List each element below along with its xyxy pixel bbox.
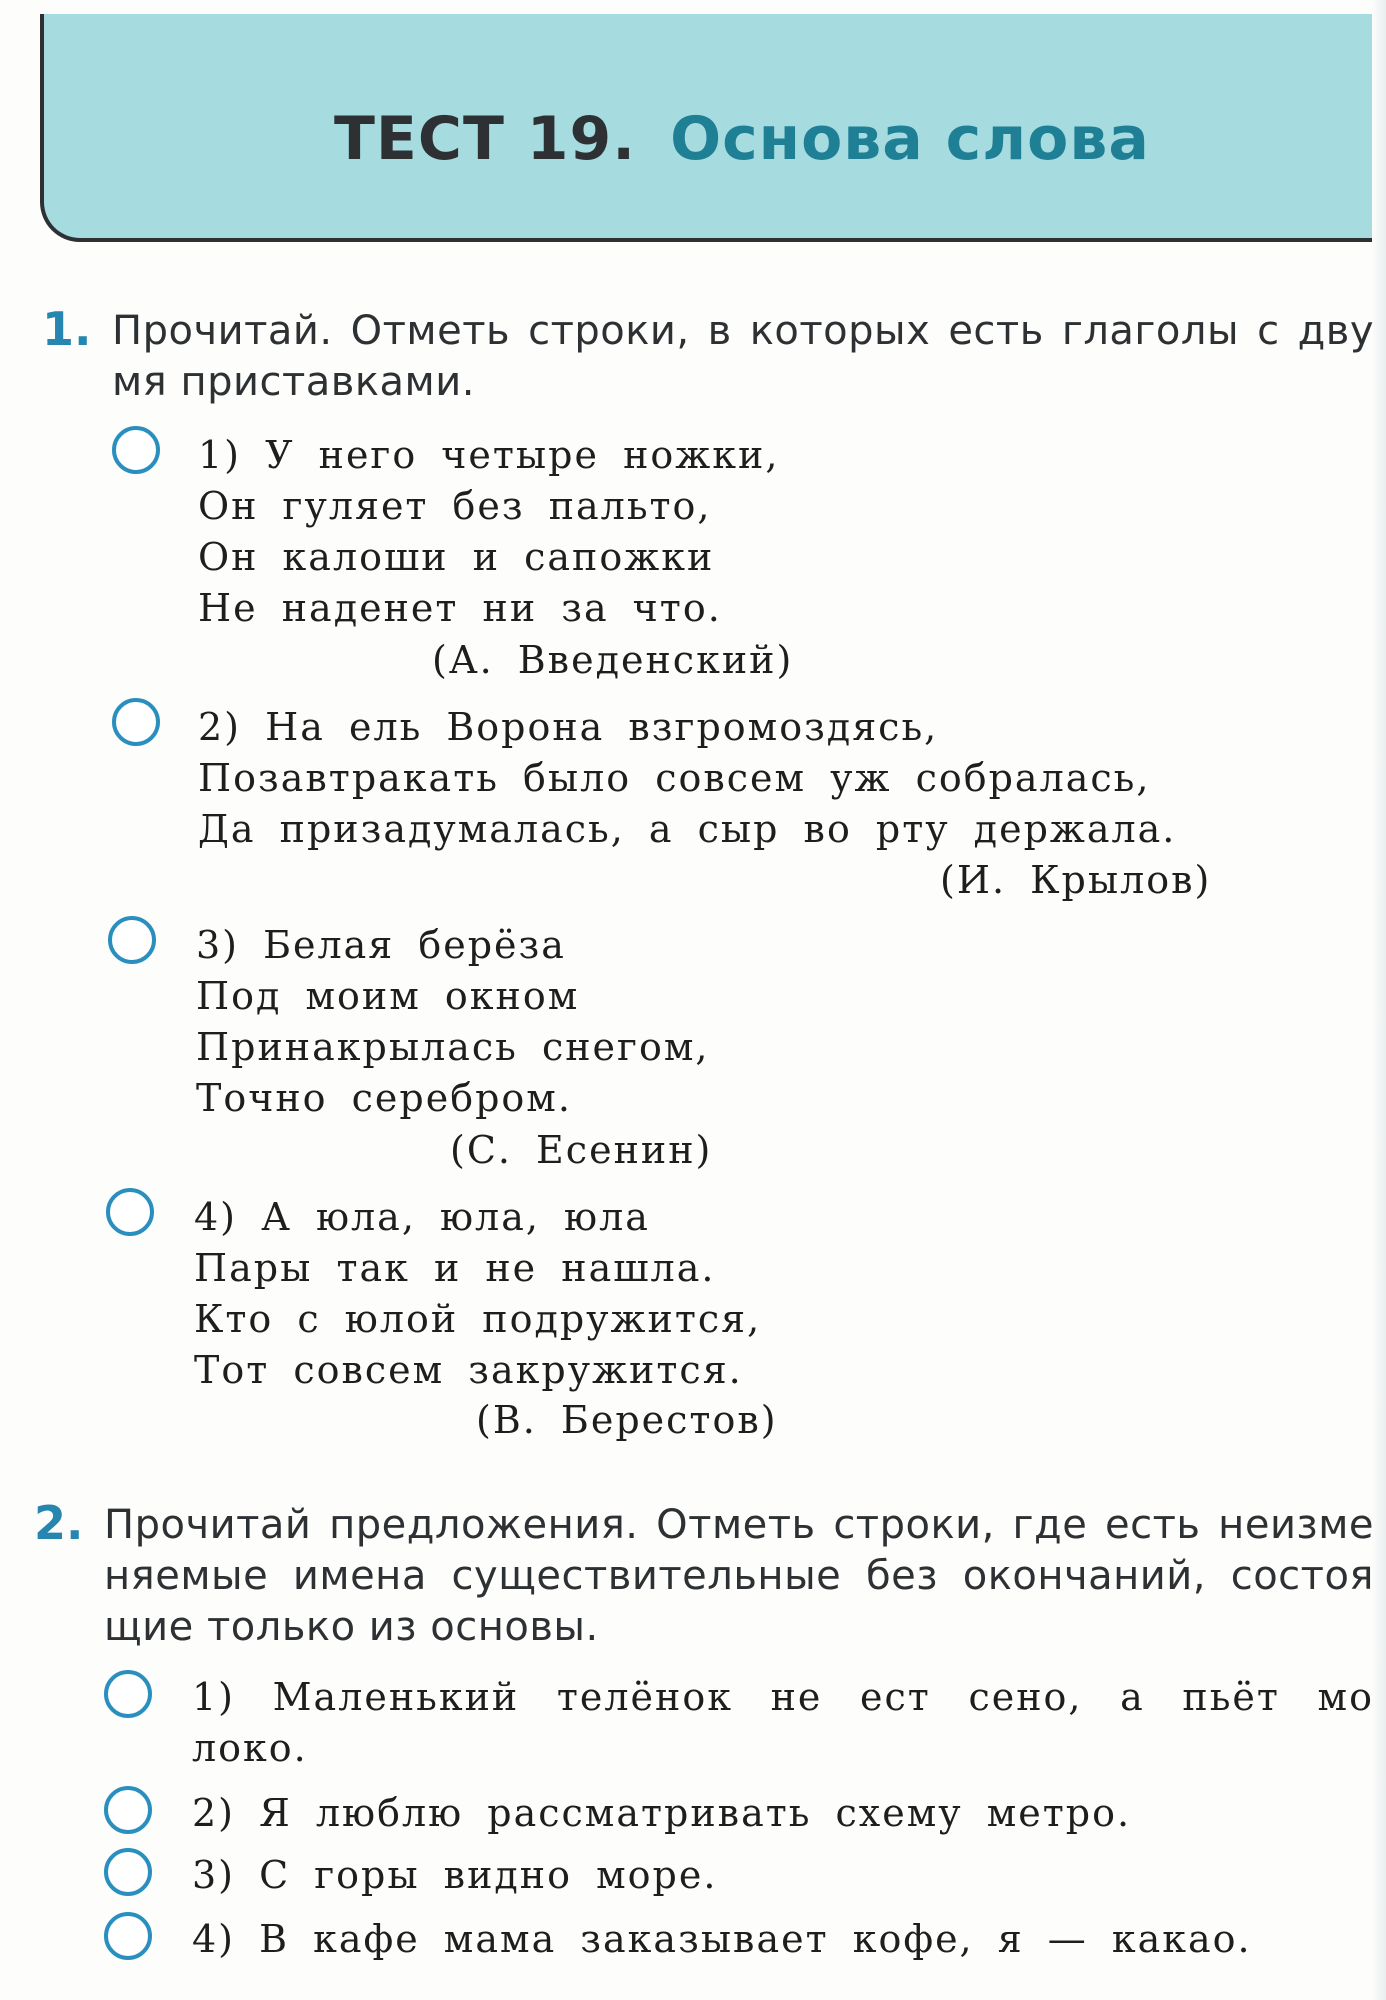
question-text-line: Прочитай. Отметь строки, в которых есть глаголы с дву bbox=[112, 308, 1374, 354]
question-1-number: 1. bbox=[42, 302, 92, 356]
option-line: 3) С горы видно море. bbox=[192, 1853, 718, 1897]
q1-option-4-radio[interactable] bbox=[106, 1188, 154, 1236]
poem-line: Не наденет ни за что. bbox=[198, 586, 722, 630]
poem-line: Да призадумалась, а сыр во рту держала. bbox=[198, 807, 1177, 851]
poem-line: Точно серебром. bbox=[196, 1076, 572, 1120]
poem-line: Кто с юлой подружится, bbox=[194, 1297, 762, 1341]
page-edge bbox=[1372, 0, 1386, 2000]
poem-line: 1) У него четыре ножки, bbox=[198, 433, 780, 477]
q2-option-3-text bbox=[192, 1850, 717, 1901]
poem-line: Принакрылась снегом, bbox=[196, 1025, 710, 1069]
q1-option-2-poem bbox=[198, 702, 1176, 855]
q2-option-4-radio[interactable] bbox=[104, 1912, 152, 1960]
q1-option-2-radio[interactable] bbox=[112, 698, 160, 746]
question-1-text bbox=[112, 306, 1374, 408]
q2-option-2-radio[interactable] bbox=[104, 1786, 152, 1834]
poem-line: 3) Белая берёза bbox=[196, 923, 566, 967]
poem-line: Он гуляет без пальто, bbox=[198, 484, 712, 528]
option-line: 2) Я люблю рассматривать схему метро. bbox=[192, 1791, 1132, 1835]
question-text-line: щие только из основы. bbox=[104, 1604, 599, 1650]
poem-line: Пары так и не нашла. bbox=[194, 1246, 716, 1290]
question-text-line: няемые имена существительные без окончаний, состоя bbox=[104, 1553, 1374, 1599]
option-line: 4) В кафе мама заказывает кофе, я — какао. bbox=[192, 1917, 1252, 1961]
question-2-number: 2. bbox=[34, 1496, 84, 1550]
q1-option-3-poem bbox=[196, 920, 709, 1124]
q1-option-3-radio[interactable] bbox=[108, 916, 156, 964]
q1-option-1-radio[interactable] bbox=[112, 426, 160, 474]
q2-option-4-text bbox=[192, 1914, 1252, 1965]
q1-option-1-poem bbox=[198, 430, 779, 634]
q2-option-2-text bbox=[192, 1788, 1131, 1839]
poem-line: 2) На ель Ворона взгромоздясь, bbox=[198, 705, 939, 749]
test-header bbox=[40, 14, 1386, 242]
test-topic: Основа слова bbox=[670, 104, 1150, 174]
option-line: локо. bbox=[192, 1726, 308, 1770]
q1-option-3-author: (С. Есенин) bbox=[450, 1128, 713, 1172]
q1-option-4-author: (В. Берестов) bbox=[476, 1398, 778, 1442]
option-line: 1) Маленький телёнок не ест сено, а пьёт мо bbox=[192, 1675, 1374, 1719]
test-title bbox=[334, 104, 1150, 174]
question-text-line: мя приставками. bbox=[112, 359, 475, 405]
q1-option-1-author: (А. Введенский) bbox=[432, 638, 794, 682]
poem-line: Позавтракать было совсем уж собралась, bbox=[198, 756, 1151, 800]
poem-line: Он калоши и сапожки bbox=[198, 535, 715, 579]
test-number: ТЕСТ 19. bbox=[334, 104, 637, 174]
q2-option-3-radio[interactable] bbox=[104, 1848, 152, 1896]
question-text-line: Прочитай предложения. Отметь строки, где есть неизме bbox=[104, 1502, 1374, 1548]
q2-option-1-radio[interactable] bbox=[104, 1670, 152, 1718]
question-2-text bbox=[104, 1500, 1374, 1653]
q1-option-4-poem bbox=[194, 1192, 761, 1396]
poem-line: Тот совсем закружится. bbox=[194, 1348, 743, 1392]
poem-line: 4) А юла, юла, юла bbox=[194, 1195, 650, 1239]
q2-option-1-text bbox=[192, 1672, 1374, 1774]
poem-line: Под моим окном bbox=[196, 974, 580, 1018]
q1-option-2-author: (И. Крылов) bbox=[940, 858, 1212, 902]
